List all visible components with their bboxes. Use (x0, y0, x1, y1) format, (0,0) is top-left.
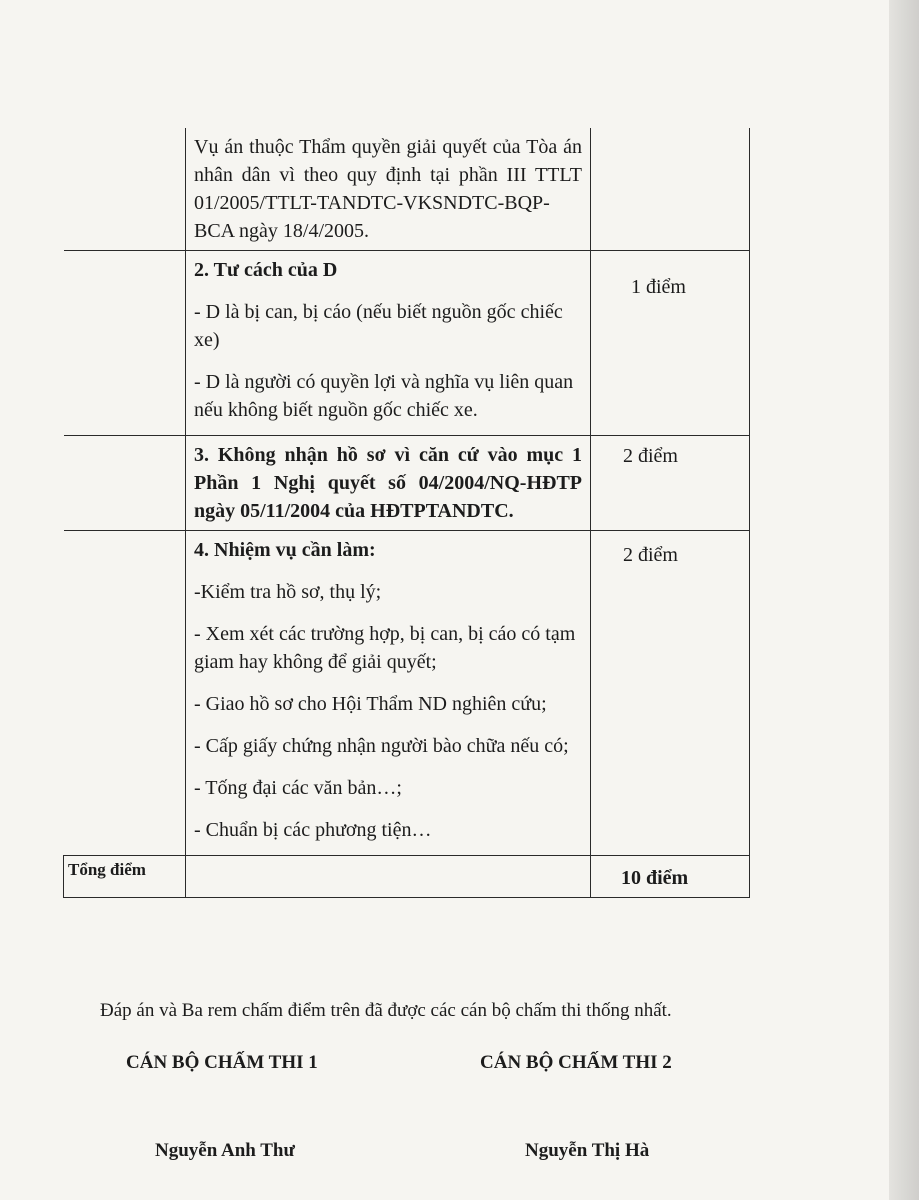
grader2-name: Nguyễn Thị Hà (525, 1140, 650, 1161)
content-cell (186, 856, 591, 898)
section2-score: 1 điểm (631, 276, 686, 298)
section4-item: - Cấp giấy chứng nhận người bào chữa nếu có; (194, 735, 569, 757)
intro-text: Vụ án thuộc Thẩm quyền giải quyết của Tòa án nhân dân vì theo quy định tại phần III TTLT 01/2005/TTLT-TANDTC-VKSNDTC-BQP-BCA ngày 18/4/2005. (194, 136, 582, 242)
criteria-cell (64, 251, 186, 436)
section2-item: - D là người có quyền lợi và nghĩa vụ liên quan nếu không biết nguồn gốc chiếc xe. (194, 371, 574, 421)
section4-item: - Tống đại các văn bản…; (194, 777, 402, 799)
page-edge (889, 0, 919, 1200)
total-score: 10 điểm (591, 856, 750, 898)
content-cell (186, 436, 591, 531)
footer-note: Đáp án và Ba rem chấm điểm trên đã được các cán bộ chấm thi thống nhất. (100, 1000, 672, 1021)
score-cell (591, 128, 750, 251)
criteria-cell (64, 436, 186, 531)
criteria-cell (64, 128, 186, 251)
score-cell (591, 251, 750, 436)
content-cell (186, 128, 591, 251)
section4-item: - Chuẩn bị các phương tiện… (194, 819, 432, 841)
table-row-intro (64, 128, 750, 251)
table-row-section4 (64, 531, 750, 856)
content-cell (186, 531, 591, 856)
section3-text: 3. Không nhận hồ sơ vì căn cứ vào mục 1 Phần 1 Nghị quyết số 04/2004/NQ-HĐTP ngày 05/11/2004 của HĐTPTANDTC. (194, 444, 582, 522)
scoring-table (63, 128, 750, 898)
section4-item: - Giao hồ sơ cho Hội Thẩm ND nghiên cứu; (194, 693, 547, 715)
score-cell (591, 436, 750, 531)
content-cell (186, 251, 591, 436)
table-row-section2 (64, 251, 750, 436)
section4-heading: 4. Nhiệm vụ cần làm: (194, 539, 376, 561)
section4-score: 2 điểm (623, 544, 678, 566)
total-label: Tổng điểm (64, 856, 186, 898)
grader1-title: CÁN BỘ CHẤM THI 1 (126, 1052, 318, 1073)
section4-item: - Xem xét các trường hợp, bị can, bị cáo có tạm giam hay không để giải quyết; (194, 623, 576, 673)
table-row-total (64, 856, 750, 898)
score-cell (591, 531, 750, 856)
criteria-cell (64, 531, 186, 856)
section2-item: - D là bị can, bị cáo (nếu biết nguồn gốc chiếc xe) (194, 301, 563, 351)
section3-score: 2 điểm (623, 445, 678, 467)
section2-heading: 2. Tư cách của D (194, 259, 338, 281)
table-row-section3 (64, 436, 750, 531)
section4-item: -Kiểm tra hồ sơ, thụ lý; (194, 581, 382, 603)
grader2-title: CÁN BỘ CHẤM THI 2 (480, 1052, 672, 1073)
grader1-name: Nguyễn Anh Thư (155, 1140, 295, 1161)
